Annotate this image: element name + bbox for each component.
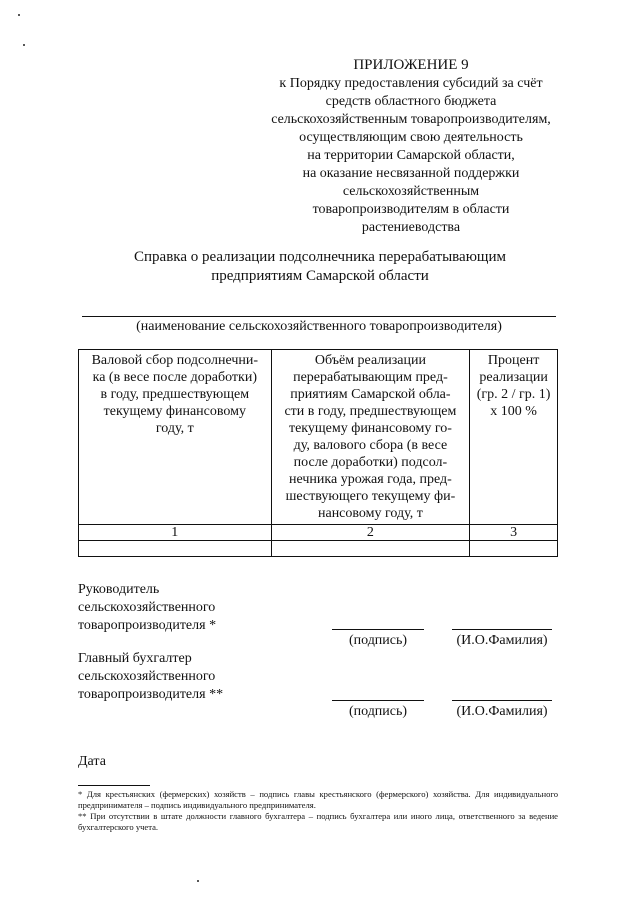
accountant-name-line[interactable] — [452, 700, 552, 701]
data-cell-sales-percent[interactable] — [470, 541, 558, 557]
column-number: 1 — [79, 525, 272, 541]
document-title-line: предприятиям Самарской области — [211, 268, 429, 284]
column-number: 2 — [271, 525, 470, 541]
cell-line: (гр. 2 / гр. 1) — [476, 387, 551, 402]
cell-line: реализации — [479, 370, 548, 385]
cell-line: х 100 % — [490, 404, 537, 419]
scan-speck — [23, 44, 25, 46]
scan-speck — [18, 14, 20, 16]
header-cell-sales-volume — [271, 350, 470, 525]
appendix-line: товаропроизводителям в области — [312, 202, 510, 217]
accountant-signature-line[interactable] — [332, 700, 424, 701]
cell-line: нечника урожая года, пред- — [289, 472, 452, 487]
appendix-line: к Порядку предоставления субсидий за счёт — [279, 76, 543, 91]
appendix-line: средств областного бюджета — [325, 94, 497, 109]
appendix-header — [250, 56, 572, 237]
table-header-row — [79, 350, 558, 525]
head-signature-line[interactable] — [332, 629, 424, 630]
label-line: сельскохозяйственного — [78, 600, 216, 615]
label-line: товаропроизводителя * — [78, 618, 217, 633]
cell-line: текущему финансовому — [103, 404, 246, 419]
appendix-line: на территории Самарской области, — [307, 148, 515, 163]
data-cell-sales-volume[interactable] — [271, 541, 470, 557]
cell-line: в году, предшествующем — [100, 387, 250, 402]
cell-line: ка (в весе после доработки) — [92, 370, 257, 385]
cell-line: перерабатывающим пред- — [293, 370, 448, 385]
footnote-1: * Для крестьянских (фермерских) хозяйств – подпись главы крестьянского (фермерского) хозяйства. Для индивидуального предпринимателя – подпись индивидуального предпринимателя. — [78, 789, 558, 810]
cell-line: нансовому году, т — [317, 506, 423, 521]
cell-line: после доработки) подсол- — [293, 455, 448, 470]
head-signature-caption: (подпись) — [348, 633, 408, 648]
table-number-row — [79, 525, 558, 541]
appendix-line: сельскохозяйственным — [342, 184, 480, 199]
label-line: сельскохозяйственного — [78, 669, 216, 684]
cell-line: текущему финансовому го- — [288, 421, 452, 436]
head-name-caption: (И.О.Фамилия) — [456, 633, 548, 648]
document-title-line: Справка о реализации подсолнечника перерабатывающим — [134, 249, 506, 265]
accountant-name-caption: (И.О.Фамилия) — [456, 704, 548, 719]
label-line: Главный бухгалтер — [78, 651, 192, 666]
cell-line: сти в году, предшествующем — [284, 404, 457, 419]
cell-line: Валовой сбор подсолнечни- — [91, 353, 259, 368]
table-data-row — [79, 541, 558, 557]
producer-name-caption: (наименование сельскохозяйственного товаропроизводителя) — [136, 319, 502, 334]
document-title — [110, 248, 530, 286]
cell-line: Объём реализации — [314, 353, 426, 368]
cell-line: приятиям Самарской обла- — [290, 387, 451, 402]
footnotes — [78, 789, 558, 833]
date-label: Дата — [78, 754, 106, 769]
footnote-2: ** При отсутствии в штате должности главного бухгалтера – подпись бухгалтера или иного лица, ответственного за ведение бухгалтерского учета. — [78, 811, 558, 832]
appendix-line: на оказание несвязанной поддержки — [302, 166, 520, 181]
column-number: 3 — [470, 525, 558, 541]
accountant-label — [78, 650, 223, 704]
report-table — [78, 349, 558, 557]
head-name-line[interactable] — [452, 629, 552, 630]
producer-name-line — [82, 316, 556, 317]
head-label — [78, 581, 216, 635]
accountant-signature-caption: (подпись) — [348, 704, 408, 719]
appendix-line: сельскохозяйственным товаропроизводителям, — [271, 112, 551, 127]
data-cell-gross-harvest[interactable] — [79, 541, 272, 557]
label-line: Руководитель — [78, 582, 160, 597]
header-cell-sales-percent — [470, 350, 558, 525]
appendix-title: ПРИЛОЖЕНИЕ 9 — [353, 57, 469, 73]
label-line: товаропроизводителя ** — [78, 687, 224, 702]
header-cell-gross-harvest — [79, 350, 272, 525]
cell-line: Процент — [487, 353, 540, 368]
scan-speck — [197, 880, 199, 882]
appendix-line: осуществляющим свою деятельность — [299, 130, 523, 145]
footnote-rule — [78, 785, 150, 786]
cell-line: шествующего текущему фи- — [285, 489, 456, 504]
cell-line: ду, валового сбора (в весе — [293, 438, 448, 453]
cell-line: году, т — [155, 421, 194, 436]
appendix-line: растениеводства — [361, 220, 461, 235]
